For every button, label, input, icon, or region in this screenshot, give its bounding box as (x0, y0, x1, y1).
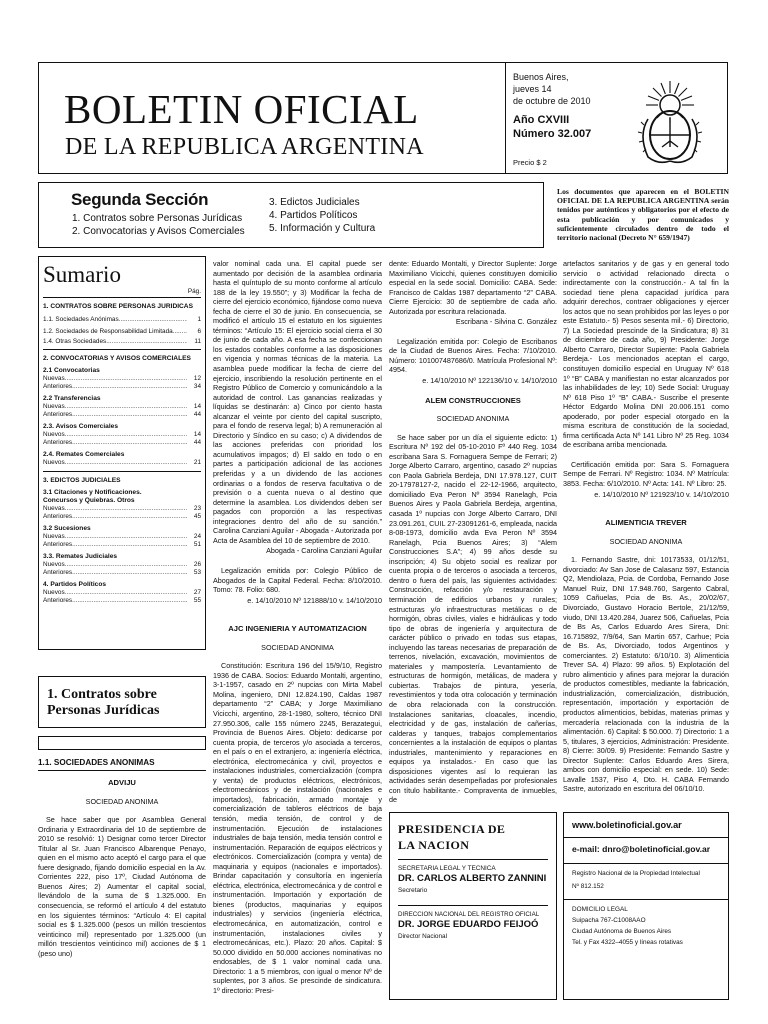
masthead-city: Buenos Aires, (513, 72, 569, 82)
section-item: 2. Convocatorias y Avisos Comerciales (72, 226, 245, 237)
masthead-price: Precio $ 2 (513, 158, 547, 167)
section-title: Segunda Sección (71, 190, 209, 209)
contratos-box (38, 676, 206, 728)
sumario-subheading: 2.2 Transferencias (43, 394, 101, 402)
entry-text: Certificación emitida por: Sara S. Fornaguera Sempe de Ferrari. Nº Registro: 1034. Nº Matrícula: 3853. Fecha: 6/10/2010. Nº Acta: 141. Nº Libro: 25. (563, 459, 729, 489)
sumario-row[interactable]: Nuevos ..... 14 (43, 431, 201, 440)
entry-signature: e. 14/10/2010 Nº 121923/10 v. 14/10/2010 (594, 489, 729, 499)
sumario-title: Sumario (43, 262, 121, 287)
entry-text: Se hace saber por un día el siguiente edicto: 1) Escritura Nº 192 del 05-10-2010 Fº 440 Reg. 1034 escribana Sara S. Fornaguera Sempe de Ferrari; 2) Jorge Alberto Carraro, argentino, casado 2º nupcias con Paola Gabriela Berdeja, DNI 17.978.127, CUIT 20-17978127-2, nacido el 22-12-1966, arquitecto, domiciliado Eva Peron Nº 3594 Ranelagh, Pcia Buenos Aires y Paola Gabriela Berdeja, argentina, casada 1º nupcias con Jorge Alberto Carraro, DNI 23.091.261, CUIL 27-23091261-6, empleada, nacida 8-08-1973, domicilio avda Eva Peron Nº 3594 Ranelagh, Pcia Buenos Aires; 3) “Alem Construcciones S.A”; 4) 99 años desde su inscripción; 4) Su objeto social es realizar por cuenta propia o de terceros o asociada a terceros, dentro o fuera del país, las siguientes actividades: Construcción, refacción y/o restauración y terminación de edificios urbanos y rurales; estructuras y/o infraestructuras metálicas o de hormigón, obras civiles, viales e hidráulicas y todo tipo de obras de ingeniería y arquitectura de carácter público o privado en todas sus etapas, incluyendo las tareas necesarias de preparación de terrenos, nivelación, excavación, movimientos de materiales y mampostería. Levantamiento de estructuras de hormigón, metálicas, de madera y cubiertas. Trabajos de pintura, yesería, revestimientos y toda otra colocación y terminación de obra relacionada con la construcción. Instalaciones sanitarias, cloacales, incendio, electricidad y de gas, instalación de cañerías, calderas y tanques, trabajos complementarios concernientes a la instalación de equipos o plantas industriales, mantenimiento y reparaciones en equipos ya instalados.- En caso que las disposiciones vigentes así lo requieran las actividades serán desempeñadas por profesionales con título habilitante.- Compraventa de inmuebles, de (389, 432, 557, 804)
masthead-day: jueves 14 (513, 84, 552, 94)
presidencia-title: PRESIDENCIA DE LA NACION (398, 822, 506, 852)
entry-text: Constitución: Escritura 196 del 15/9/10, Registro 1936 de CABA. Socios: Eduardo Montalti, argentino, 3-1-1957, casado en 2º nupcias con Mirta Mabel Molina, ingeniero, DNI 12.824.190, Caldas 1987 departamento “2” CABA; y Jorge Maximiliano Vicicchi, argentino, 28-1-1980, soltero, técnico DNI 27.950.306, calle 155 número 2245, Berazategui, Provincia de Buenos Aires. Objeto: dedicarse por cuenta propia, de terceros y/o asociada a terceros, en el país o en el extranjero, a: ingeniería eléctrica, electrónica, electromecánica y civil, proyectos e instalaciones industriales, comercialización (compra y venta) de productos eléctricos, electrónicos, electromecánicos y de instalación (nacionales e importados), fabricación, armado montaje y comercialización de tableros eléctricos de baja tensión, media tensión, de control y de instrumentación. Ejecución de instalaciones industriales de baja tensión, media tensión control e instrumentación. Reparación de equipos eléctricos y electrónicos. Comercialización (compra y venta) de maquinaria y equipos (nacionales e importados). Brindar capacitación y consultoría en ingeniería eléctrica, electrónica, electromecánica y de control e instrumentación. Importación y exportación de bienes (productos, maquinarias y equipos industriales) y servicios (ingeniería eléctrica, electromecánica, en automatización, control e instrumentación, instalaciones civiles y electromecánicas, etc.). Plazo: 20 años. Capital: $ 50.000 dividido en 50.000 acciones nominativas no endosables, de $ 1 valor nominal cada una. Directorio: 1 a 5 miembros, con igual o menor Nº de suplentes, por 3 años. Se prescinde de sindicatura. 1º directorio: Presi- (213, 661, 382, 995)
sumario-subheading: 2.1 Convocatorias (43, 366, 100, 374)
sumario-heading: 3. EDICTOS JUDICIALES (43, 477, 121, 484)
sumario-row[interactable]: Nuevas ..... 12 (43, 375, 201, 384)
sumario-divider (43, 471, 201, 472)
entry-name: ADVIJU (108, 778, 136, 787)
sumario-heading: 1. CONTRATOS SOBRE PERSONAS JURIDICAS (43, 303, 193, 310)
sumario-row[interactable]: Anteriores ..... 44 (43, 439, 201, 448)
entry-type: SOCIEDAD ANONIMA (261, 642, 334, 652)
email-link[interactable]: e-mail: dnro@boletinoficial.gov.ar (572, 844, 711, 854)
secretaria-label: SECRETARIA LEGAL Y TECNICA (398, 865, 496, 872)
entry-type: SOCIEDAD ANONIMA (85, 796, 159, 806)
entry-text: 1. Fernando Sastre, dni: 10173533, 01/12/51, divorciado: Av San Jose de Calasanz 597, Estancia Q2, Mendiolaza, Pcia. de Cordoba, Fernando Jose Manuel Ruiz, DNI 17.948.760, Sargento Cabral, 1059 Cañuelas, Pcia de Bs. As., 20/02/67, Divorciado, Gustavo Horacio Bertole, 21/12/59, viudo, DNI 13.420.284, Juarez 506, Cañuelas, Pcia de Bs As, Carlos Eduardo Ares Sirera, Dni: 16.715892, 7/9/64, San Martin 657, Carhue; Pcia de Bs. As, Divorciado, todos Argentinos y comerciantes. 2) Estatuto: 6/10/10. 3) Alimenticia Trever SA. 4) Plazo: 99 años. 5) Explotación del rubro alimenticio y afines para mejorar la duración de productos comestibles, mediante la fabricación, industrialización, comercialización, distribución, representación, importación y exportación de productos alimenticios, bebidas, materias primas y mercadería relacionada con la industria de la alimentación. 6) Capital: $ 50.000. 7) Directorio: 1 a 5, titulares, 3 ejercicios, Administración: Presidente. 8) Cierre: 30/09. 9) Presidente: Fernando Sastre y Director Suplente: Carlos Eduardo Ares Sirera, ambos con domicilio especial: en sede. 10) Sede: Lavalle 1537, Piso 4, Dto. H. CABA Fernando Sastre, autorizado en escritura del 06/10/10. (563, 555, 729, 794)
entry-text: dente: Eduardo Montalti, y Director Suplente: Jorge Maximiliano Vicicchi, quienes constituyen domicilio especial en la sede social. Domicilio: CABA. Sede: Francisco de Caldas 1987 departamento “2” CABA. Cierre Ejercicio: 30 de septiembre de cada año. Autorizada por escritura relacionada. (389, 259, 557, 316)
sumario-row[interactable]: Anteriores ..... 44 (43, 411, 201, 420)
entry-text: valor nominal cada una. El capital puede ser aumentado por decisión de la asamblea ordinaria hasta el quíntuplo de su monto conforme al artículo 188 de la ley 19.550”; y 3) Modificar la fecha de cierre del ejercicio económico, fijándose como nueva fecha de cierre el 30 de junio. En consecuencia, se modificó el artículo 15 el estatuto en los siguientes términos: “Artículo 15: El ejercicio social cierra el 30 de junio de cada año. A esa fecha se confeccionan los estados contables conforme a las disposiciones en vigencia y normas técnicas de la materia. La asamblea puede modificar la fecha de cierre del ejercicio, inscribiendo la resolución pertinente en el Registro Público de Comercio y comunicándolo a la autoridad de control. Las ganancias realizadas y líquidas se destinarán: a) Cinco por ciento hasta alcanzar el veinte por ciento del capital suscripto, para el fondo de reserva legal; b) A remuneración al Directorio y Síndico en su caso; c) A dividendos de las acciones preferidas con prioridad los acumulativos impagos; d) El saldo en todo o en partes a participación adicional de las acciones preferidas y a un dividendo de las acciones ordinarias o a fondos de reserva facultativa o de previsión o a cuenta nueva o al destino que determine la asamblea. Los dividendos deben ser pagados con proporción a las respectivas integraciones dentro del año de su sanción.” Carolina Canziani Aguilar - Abogada - Autorizada por Acta de Asamblea del 10 de septiembre de 2010. (213, 259, 382, 545)
divider (398, 859, 548, 860)
section-item: 1. Contratos sobre Personas Jurídicas (72, 213, 243, 224)
section-item: 4. Partidos Políticos (269, 210, 358, 221)
column-2 (213, 259, 382, 1016)
section-item: 5. Información y Cultura (269, 223, 376, 234)
sumario-row[interactable]: Nuevas ..... 23 (43, 505, 201, 514)
sumario-row[interactable]: Nuevos ..... 26 (43, 561, 201, 570)
masthead (38, 62, 728, 174)
divider (398, 905, 548, 906)
secretario-role: Secretario (398, 887, 428, 894)
website-link[interactable]: www.boletinoficial.gov.ar (572, 820, 682, 830)
column-4 (563, 259, 729, 804)
sumario-divider (43, 297, 201, 298)
legal-notice: Los documentos que aparecen en el BOLETIN OFICIAL DE LA REPUBLICA ARGENTINA serán tenidos por auténticos y obligatorios por el efecto de esta publicación y por comunicados y suficientemente circulados dentro de todo el territorio nacional (Decreto N° 659/1947) (557, 187, 729, 243)
sumario-subheading: 4. Partidos Políticos (43, 580, 107, 588)
registro-label: Registro Nacional de la Propiedad Intelectual (572, 870, 700, 877)
sumario-row[interactable]: Nuevos ..... 27 (43, 589, 201, 598)
address-line: Ciudad Autónoma de Buenos Aires (572, 928, 672, 935)
coat-of-arms-icon (624, 75, 716, 167)
entry-text: artefactos sanitarios y de gas y en general todo servicio o actividad relacionado directa o indirectamente con la construcción.- A tal fin la sociedad tiene plena capacidad jurídica para adquirir derechos, contraer obligaciones y ejercer los actos que no sean prohibidos por las leyes o por este Estatuto.- 5) Pesos sesenta mil.- 6) Directorio, 7) La Sociedad prescinde de la Sindicatura; 8) 31 de diciembre de cada año, 9) Presidente: Jorge Alberto Carraro, Director Supiente: Paola Gabriela Berdeja.- Los mencionados aceptan el cargo, constituyen domicilio especial en Uruguay Nº 618 1º “B” CABA y manifiestan no estar alcanzados por las inhabilidades de ley; 10) Sede Social: Uruguay Nº 618 Piso 1º “B” CABA.- Suscribe el presente Héctor Edgardo Molina DNI 20.006.151 como apoderado, por poder especial otorgado en la misma escritura de constitución de la sociedad, firma certificada Acta Nº 141 Libro Nº 25 Reg. 1034 de escribana arriba mencionada. (563, 259, 729, 450)
sumario-row[interactable]: 1.1. Sociedades Anónimas ..... 1 (43, 316, 201, 325)
sumario-subheading: 2.3. Avisos Comerciales (43, 422, 119, 430)
masthead-subtitle: DE LA REPUBLICA ARGENTINA (65, 134, 424, 160)
masthead-divider (505, 63, 506, 173)
divider (38, 770, 206, 771)
entry-type: SOCIEDAD ANONIMA (609, 536, 683, 546)
sumario-divider (43, 349, 201, 350)
empty-box (38, 736, 206, 750)
sumario-row[interactable]: Anteriores ..... 34 (43, 383, 201, 392)
masthead-number: Número 32.007 (513, 128, 592, 140)
sumario-subheading: 3.1 Citaciones y Notificaciones. Concursos y Quiebras. Otros (43, 488, 142, 504)
address-line: Suipacha 767-C1008AAO (572, 917, 646, 924)
sa-heading: 1.1. SOCIEDADES ANONIMAS (38, 758, 155, 767)
column-3 (389, 259, 557, 804)
presidencia-box (389, 812, 557, 1000)
masthead-year: Año CXVIII (513, 114, 570, 126)
director-role: Director Nacional (398, 933, 448, 940)
entry-text: Legalización emitida por: Colegio de Escribanos de la Ciudad de Buenos Aires. Fecha: 7/10/2010. Número: 101007487686/0. Matrícula Profesional Nº: 4954. (389, 336, 557, 375)
domicilio-label: DOMICILIO LEGAL (572, 906, 628, 913)
phone-line: Tel. y Fax 4322–4055 y líneas rotativas (572, 939, 683, 946)
entry-text: Se hace saber que por Asamblea General Ordinaria y Extraordinaria del 10 de septiembre de 2010 se resolvió: 1) Designar como tercer Director Titular al Sr. Juan Francisco Albarenque Penayo, quien en el mismo acto aceptó el cargo para el que fuere designado, fijando domicilio especial en la Av. Corrientes 222, piso 17º, Ciudad Autónoma de Buenos Aires; 2) Aumentar el capital social, llevándolo de la suma de $ 1.325.000. En consecuencia, se reformó el artículo 4 del estatuto en los siguientes términos: “Artículo 4: El capital social es $ 1.325.000 (pesos un millón trescientos veinticinco mil) representado por 1.325.000 (un millón trescientos veinticinco mil) acciones de $ 1 (peso uno) (38, 815, 206, 958)
sumario-row[interactable]: Nuevos ..... 21 (43, 459, 201, 468)
sumario-row[interactable]: Anteriores ..... 45 (43, 513, 201, 522)
sumario-row[interactable]: 1.4. Otras Sociedades ..... 11 (43, 338, 201, 347)
entry-signature: Escribana - Silvina C. González (455, 317, 557, 327)
section-box (38, 182, 544, 248)
entry-name: ALIMENTICIA TREVER (605, 518, 687, 528)
contact-box (563, 812, 729, 1000)
registro-number: Nº 812.152 (572, 883, 604, 890)
director-name: DR. JORGE EDUARDO FEIJOÓ (398, 919, 539, 930)
masthead-title: BOLETIN OFICIAL (64, 86, 419, 132)
sumario-heading: 2. CONVOCATORIAS Y AVISOS COMERCIALES (43, 355, 191, 362)
sumario-subheading: 2.4. Remates Comerciales (43, 450, 125, 458)
sumario-row[interactable]: Nuevas ..... 14 (43, 403, 201, 412)
direccion-label: DIRECCION NACIONAL DEL REGISTRO OFICIAL (398, 911, 540, 918)
sumario-row[interactable]: Anteriores ..... 55 (43, 597, 201, 606)
section-item: 3. Edictos Judiciales (269, 197, 360, 208)
sumario-subheading: 3.2 Sucesiones (43, 524, 91, 532)
entry-name: AJC INGENIERIA Y AUTOMATIZACION (228, 624, 367, 634)
sumario-row[interactable]: 1.2. Sociedades de Responsabilidad Limitada ..... 6 (43, 328, 201, 337)
divider (564, 863, 728, 864)
sumario-subheading: 3.3. Remates Judiciales (43, 552, 118, 560)
sumario-row[interactable]: Anteriores ..... 53 (43, 569, 201, 578)
entry-signature: e. 14/10/2010 Nº 121888/10 v. 14/10/2010 (247, 595, 382, 605)
masthead-date: de octubre de 2010 (513, 96, 591, 106)
secretario-name: DR. CARLOS ALBERTO ZANNINI (398, 873, 547, 884)
pag-label: Pág. (187, 288, 201, 295)
sumario-box (38, 256, 206, 650)
entry-type: SOCIEDAD ANONIMA (436, 414, 510, 424)
entry-text: Legalización emitida por: Colegio Público de Abogados de la Capital Federal. Fecha: 8/10/2010. Tomo: 78. Folio: 680. (213, 565, 382, 595)
divider (564, 837, 728, 838)
entry-name: ALEM CONSTRUCCIONES (425, 395, 521, 405)
sumario-row[interactable]: Nuevas ..... 24 (43, 533, 201, 542)
contratos-title: 1. Contratos sobre Personas Jurídicas (47, 687, 160, 718)
column-1 (38, 778, 206, 1014)
divider (564, 899, 728, 900)
entry-signature: e. 14/10/2010 Nº 122136/10 v. 14/10/2010 (422, 376, 557, 386)
entry-signature: Abogada - Carolina Canziani Aguilar (266, 546, 382, 556)
sumario-row[interactable]: Anteriores ..... 51 (43, 541, 201, 550)
